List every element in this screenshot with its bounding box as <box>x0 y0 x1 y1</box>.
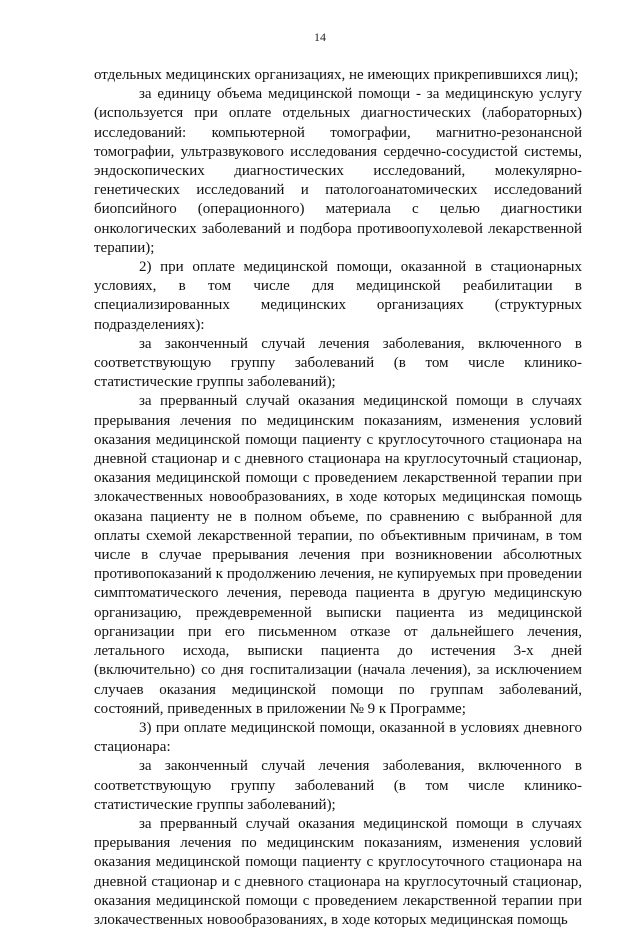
paragraph-day-hospital-heading: 3) при оплате медицинской помощи, оказанной в условиях дневного стационара: <box>94 719 582 756</box>
document-body <box>94 66 582 930</box>
paragraph-day-hospital-interrupted-case: за прерванный случай оказания медицинской помощи в случаях прерывания лечения по медицинским показаниям, изменения условий оказания медицинской помощи пациенту с круглосуточного стационара на дневной стационар и с дневного стационара на круглосуточный стационар, оказания медицинской помощи с проведением лекарственной терапии при злокачественных новообразованиях, в ходе которых медицинская помощь <box>94 815 582 928</box>
page-number: 14 <box>314 30 326 44</box>
paragraph-inpatient-completed-case: за законченный случай лечения заболевания, включенного в соответствующую группу заболеваний (в том числе клинико-статистические группы заболеваний); <box>94 335 582 391</box>
paragraph-continuation: отдельных медицинских организациях, не имеющих прикрепившихся лиц); <box>94 67 579 83</box>
paragraph-per-service-unit: за единицу объема медицинской помощи - за медицинскую услугу (используется при оплате отдельных диагностических (лабораторных) исследований: компьютерной томографии, магнитно-резонансной томографии, ультразвукового исследования сердечно-сосудистой системы, эндоскопических диагностических исследований, молекулярно-генетических исследований и патологоанатомических исследований биопсийного (операционного) материала с целью диагностики онкологических заболеваний и подбора противоопухолевой лекарственной терапии); <box>94 86 582 256</box>
paragraph-day-hospital-completed-case: за законченный случай лечения заболевания, включенного в соответствующую группу заболеваний (в том числе клинико-статистические группы заболеваний); <box>94 758 582 813</box>
paragraph-inpatient-heading: 2) при оплате медицинской помощи, оказанной в стационарных условиях, в том числе для медицинской реабилитации в специализированных медицинских организациях (структурных подразделениях): <box>94 259 582 333</box>
paragraph-inpatient-interrupted-case: за прерванный случай оказания медицинской помощи в случаях прерывания лечения по медицинским показаниям, изменения условий оказания медицинской помощи пациенту с круглосуточного стационара на дневной стационар и с дневного стационара на круглосуточный стационар, оказания медицинской помощи с проведением лекарственной терапии при злокачественных новообразованиях, в ходе которых медицинская помощь оказана пациенту не в полном объеме, по сравнению с выбранной для оплаты схемой лекарственной терапии, по объективным причинам, в том числе в случае прерывания лечения при возникновении абсолютных противопоказаний к продолжению лечения, не купируемых при проведении симптоматического лечения, перевода пациента в другую медицинскую организацию, преждевременной выписки пациента из медицинской организации при его письменном отказе от дальнейшего лечения, летального исхода, выписки пациента до истечения 3-х дней (включительно) со дня госпитализации (начала лечения), за исключением случаев оказания медицинской помощи по группам заболеваний, состояний, приведенных в приложении № 9 к Программе; <box>94 393 582 717</box>
